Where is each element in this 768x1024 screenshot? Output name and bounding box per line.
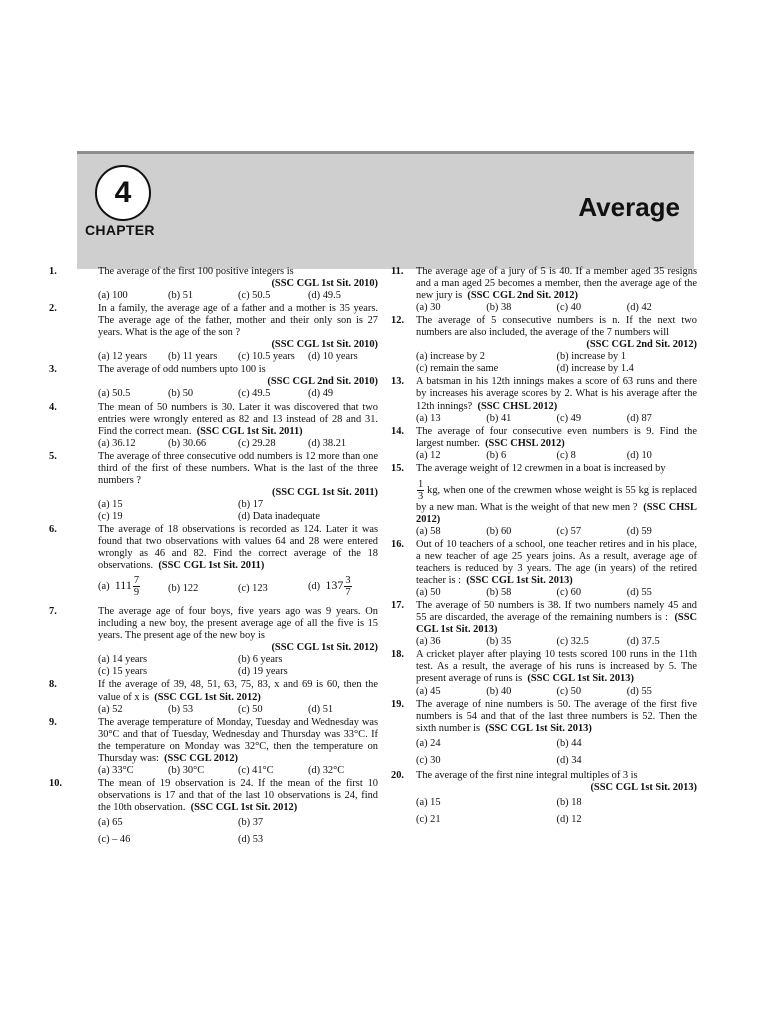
question-number: 3. (49, 364, 57, 376)
option-b: (b) 18 (556, 796, 582, 808)
option-c: (c) 41°C (238, 764, 274, 776)
question-12 (391, 315, 697, 375)
option-d: (d) 53 (238, 834, 264, 846)
question-source: (SSC CGL 1st Sit. 2013) (527, 673, 634, 685)
options (98, 290, 378, 302)
option-b: (b) 60 (486, 525, 512, 537)
fraction-numerator: 7 (133, 575, 140, 587)
option-b: (b) 58 (486, 587, 512, 599)
option-b: (b) increase by 1 (556, 351, 627, 363)
weight-fraction (417, 479, 424, 502)
option-c: (c) 10.5 years (238, 351, 295, 363)
option-d: (d) 55 (626, 587, 652, 599)
question-text: The average temperature of Monday, Tuesday and Wednesday was 30°C and that of Tuesday, Wednesday and Thursday was 33°C. If the temperature on Monday was 32°C, then the temperature on Thursday was: (98, 716, 378, 764)
options (416, 735, 697, 769)
question-text-part-1: The average weight of 12 crewmen in a boat is increased by (416, 462, 666, 474)
question-source: (SSC CHSL 2012) (477, 400, 558, 412)
options (98, 765, 378, 777)
question-source: (SSC CGL 2nd Sit. 2010) (267, 376, 378, 388)
question-source: (SSC CGL 1st Sit. 2013) (590, 781, 697, 793)
option-c: (c) 8 (556, 449, 576, 461)
option-d: (d) 32°C (308, 764, 345, 776)
question-text: The average of the first 100 positive integers is (98, 266, 294, 277)
option-a: (a) 50 (416, 587, 441, 599)
option-a: (a) 58 (416, 525, 441, 537)
fraction-denominator: 3 (418, 490, 424, 502)
option-a: (a) 52 (98, 703, 123, 715)
question-text: The average of the first nine integral multiples of 3 is (416, 769, 638, 781)
question-number: 14. (391, 425, 404, 437)
question-number: 5. (49, 450, 57, 462)
question-source: (SSC CHSL 2012) (485, 437, 565, 449)
question-6 (44, 524, 378, 605)
option-b: (b) 17 (238, 498, 264, 510)
question-source: (SSC CGL 1st Sit. 2011) (272, 486, 378, 498)
question-text: A cricket player after playing 10 tests scored 100 runs in the 11th test. As a result, the average of his runs is increased by 5. The present average of runs is (416, 649, 697, 685)
options (98, 654, 378, 678)
option-d: (d) 49 (308, 388, 334, 400)
option-b: (b) 35 (486, 636, 512, 648)
option-a: (a) 36.12 (98, 437, 136, 449)
options (416, 450, 697, 462)
option-b: (b) 6 (486, 449, 507, 461)
question-text: The average of 50 numbers is 38. If two numbers namely 45 and 55 are discarded, the average of the remaining numbers is : (416, 600, 697, 624)
question-number: 19. (391, 698, 404, 710)
option-c: (c) 50.5 (238, 290, 271, 302)
option-d (308, 575, 378, 603)
question-source: (SSC CGL 1st Sit. 2011) (196, 425, 303, 437)
question-number: 2. (49, 303, 57, 315)
options (98, 704, 378, 716)
question-text: The mean of 19 observation is 24. If the mean of the first 10 observations is 17 and that of the last 10 observations is 24, find the 10th observation. (98, 777, 378, 813)
question-source: (SSC CGL 1st Sit. 2012) (271, 642, 378, 654)
option-a: (a) 45 (416, 685, 441, 697)
option-a: (a) 65 (98, 816, 123, 828)
question-text: The average age of a jury of 5 is 40. If a member aged 35 resigns and a man aged 25 becomes a member, then the average age of the new jury is (416, 266, 697, 302)
options (98, 499, 378, 523)
question-17 (391, 600, 697, 648)
question-2 (44, 303, 378, 363)
option-b: (b) 30.66 (168, 437, 207, 449)
question-source: (SSC CGL 2012) (164, 752, 238, 764)
question-number: 20. (391, 769, 404, 781)
option-b: (b) 37 (238, 816, 264, 828)
fraction-numerator: 1 (418, 478, 424, 490)
option-c: (c) remain the same (416, 363, 499, 375)
question-8 (44, 679, 378, 715)
question-number: 12. (391, 315, 404, 327)
question-10 (44, 778, 378, 848)
options (416, 794, 697, 828)
question-source: (SSC CGL 1st Sit. 2012) (154, 691, 261, 703)
option-d: (d) 55 (626, 685, 652, 697)
option-a: (a) 14 years (98, 654, 148, 666)
question-number: 1. (49, 266, 57, 277)
question-source: (SSC CGL 1st Sit. 2010) (271, 339, 378, 351)
question-1 (44, 266, 378, 302)
chapter-number: 4 (95, 165, 151, 221)
option-c: (c) 32.5 (556, 636, 589, 648)
option-a: (a) 36 (416, 636, 441, 648)
question-text: The average of odd numbers upto 100 is (98, 364, 266, 376)
option-d: (d) 34 (556, 754, 582, 766)
option-b: (b) 51 (168, 290, 194, 302)
question-text: The average age of four boys, five years ago was 9 years. On including a new boy, the present average age of all the five is 15 years. The present age of the new boy is (98, 606, 378, 642)
question-text-part-2: kg, when one of the crewmen whose weight is 55 kg is replaced by a new man. What is the weight of that new men ? (416, 484, 697, 513)
options (416, 351, 697, 375)
question-number: 16. (391, 538, 404, 550)
question-20 (391, 770, 697, 828)
question-text: If the average of 39, 48, 51, 63, 75, 83, x and 69 is 60, then the value of x is (98, 679, 378, 703)
options (416, 526, 697, 538)
option-a: (a) 13 (416, 412, 441, 424)
question-9 (44, 717, 378, 777)
fraction-denominator: 9 (133, 587, 140, 599)
options (416, 636, 697, 648)
option-c: (c) 60 (556, 587, 582, 599)
question-number: 15. (391, 462, 404, 474)
option-a-whole: 111 (114, 578, 132, 593)
question-3 (44, 364, 378, 400)
option-d: (d) 38.21 (308, 437, 347, 449)
question-number: 4. (49, 401, 57, 413)
option-c: (c) 57 (556, 525, 582, 537)
question-15 (391, 463, 697, 538)
question-number: 10. (49, 777, 62, 789)
question-18 (391, 649, 697, 697)
option-c: (c) 15 years (98, 666, 148, 678)
option-c: (c) 50 (556, 685, 582, 697)
option-d: (d) increase by 1.4 (556, 363, 634, 375)
option-a: (a) 15 (98, 498, 123, 510)
options (98, 388, 378, 400)
question-source: (SSC CGL 2nd Sit. 2012) (467, 290, 578, 302)
question-19 (391, 699, 697, 769)
question-number: 9. (49, 716, 57, 728)
option-a: (a) 12 years (98, 351, 148, 363)
options (416, 686, 697, 698)
option-a: (a) 12 (416, 449, 441, 461)
question-11 (391, 266, 697, 314)
option-d: (d) 59 (626, 525, 652, 537)
question-text: The average of nine numbers is 50. The average of the first five numbers is 54 and that of the last three numbers is 52. Then the sixth number is (416, 698, 697, 734)
option-a: (a) 24 (416, 737, 441, 749)
right-column (391, 266, 697, 829)
question-number: 7. (49, 606, 57, 618)
question-text: The average of 18 observations is recorded as 124. Later it was found that two observations with values 64 and 28 were entered wrongly as 46 and 82. Find the correct average of the 18 observations. (98, 523, 378, 572)
option-d: (d) Data inadequate (238, 510, 320, 522)
option-b: (b) 50 (168, 388, 194, 400)
option-a-fraction (133, 575, 140, 598)
option-b: (b) 122 (168, 583, 199, 595)
option-b: (b) 40 (486, 685, 512, 697)
question-source: (SSC CGL 2nd Sit. 2012) (586, 339, 697, 351)
chapter-title: Average (578, 192, 680, 222)
option-b: (b) 6 years (238, 654, 283, 666)
question-text: The average of three consecutive odd numbers is 12 more than one third of the first of these numbers. What is the last of the three numbers ? (98, 450, 378, 486)
question-text: The mean of 50 numbers is 30. Later it was discovered that two entries were wrongly entered as 82 and 13 instead of 28 and 31. Find the correct mean. (98, 401, 378, 437)
option-a: (a) 50.5 (98, 388, 131, 400)
question-text: A batsman in his 12th innings makes a score of 63 runs and there by increases his average scores by 2. What is his average after the 12th innings? (416, 376, 697, 412)
options (98, 814, 378, 848)
option-d: (d) 42 (626, 302, 652, 314)
option-c: (c) 30 (416, 754, 441, 766)
question-number: 11. (391, 266, 404, 277)
option-c: (c) 49 (556, 412, 582, 424)
fraction-denominator: 7 (345, 587, 351, 599)
option-d: (d) 10 years (308, 351, 358, 363)
options (416, 413, 697, 425)
question-5 (44, 451, 378, 523)
option-d-label: (d) (308, 581, 321, 593)
options (416, 302, 697, 314)
question-source: (SSC CGL 1st Sit. 2013) (466, 575, 573, 587)
question-source: (SSC CHSL 2012) (416, 501, 697, 525)
option-a: (a) 100 (98, 290, 128, 302)
option-c: (c) 40 (556, 302, 582, 314)
options (98, 438, 378, 450)
question-16 (391, 539, 697, 599)
question-number: 8. (49, 679, 57, 691)
option-b: (b) 41 (486, 412, 512, 424)
option-c: (c) 49.5 (238, 388, 271, 400)
fraction-numerator: 3 (345, 575, 351, 587)
question-source: (SSC CGL 1st Sit. 2013) (485, 722, 592, 734)
option-a: (a) increase by 2 (416, 351, 485, 363)
question-4 (44, 402, 378, 450)
option-d: (d) 12 (556, 813, 582, 825)
option-a: (a) 30 (416, 302, 441, 314)
question-14 (391, 426, 697, 462)
option-d-fraction (344, 575, 351, 598)
option-a: (a) 33°C (98, 764, 134, 776)
question-text: Out of 10 teachers of a school, one teacher retires and in his place, a new teacher of age 25 years joins. As a result, average age of teachers is reduced by 3 years. The age (in years) of the retired teacher is : (416, 538, 697, 587)
question-13 (391, 376, 697, 424)
option-c: (c) 123 (238, 583, 268, 595)
chapter-header (77, 151, 694, 269)
option-c: (c) – 46 (98, 834, 131, 846)
option-c: (c) 21 (416, 813, 441, 825)
option-d: (d) 49.5 (308, 290, 341, 302)
question-text: In a family, the average age of a father and a mother is 35 years. The average age of the father, mother and their only son is 27 years. What is the age of the son ? (98, 303, 378, 339)
options (416, 587, 697, 599)
question-number: 17. (391, 600, 404, 612)
option-d: (d) 87 (626, 412, 652, 424)
option-a (98, 575, 168, 603)
option-d: (d) 37.5 (626, 636, 660, 648)
question-source: (SSC CGL 1st Sit. 2013) (416, 612, 697, 636)
option-b: (b) 53 (168, 703, 194, 715)
option-b: (b) 11 years (168, 351, 218, 363)
option-b: (b) 38 (486, 302, 512, 314)
option-d: (d) 19 years (238, 666, 288, 678)
option-a: (a) 15 (416, 796, 441, 808)
options (98, 351, 378, 363)
question-text: The average of 5 consecutive numbers is n. If the next two numbers are also included, the average of the 7 numbers will (416, 315, 697, 339)
option-b: (b) 44 (556, 737, 582, 749)
question-7 (44, 606, 378, 678)
option-c: (c) 50 (238, 703, 263, 715)
question-number: 6. (49, 523, 57, 535)
chapter-label: CHAPTER (85, 222, 155, 238)
option-a-label: (a) (98, 581, 110, 593)
question-source: (SSC CGL 1st Sit. 2012) (190, 801, 298, 813)
question-source: (SSC CGL 1st Sit. 2011) (158, 560, 265, 572)
option-c: (c) 29.28 (238, 437, 276, 449)
left-column (44, 266, 378, 849)
option-d-whole: 137 (325, 578, 344, 593)
option-d: (d) 51 (308, 703, 334, 715)
option-c: (c) 19 (98, 510, 123, 522)
question-text: The average of four consecutive even numbers is 9. Find the largest number. (416, 425, 697, 449)
question-number: 13. (391, 376, 404, 388)
question-number: 18. (391, 649, 404, 661)
option-d: (d) 10 (626, 449, 652, 461)
option-b: (b) 30°C (168, 764, 205, 776)
options (98, 572, 378, 605)
question-source: (SSC CGL 1st Sit. 2010) (271, 278, 378, 290)
